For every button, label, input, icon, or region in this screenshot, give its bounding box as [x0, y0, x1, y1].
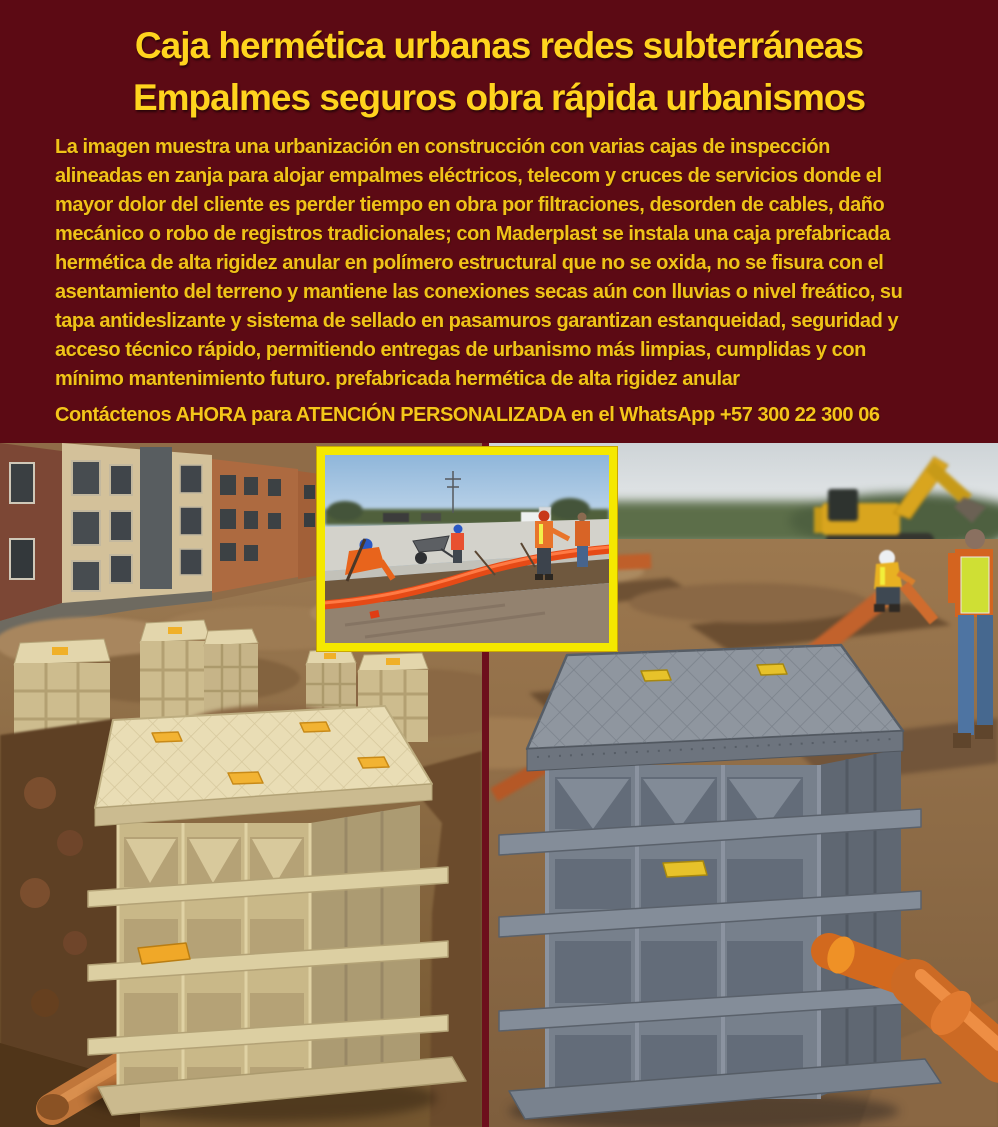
yellow-handle: [663, 861, 707, 877]
body-line: hermética de alta rigidez anular en polímero estructural que no se oxida, no se fisura con el: [55, 252, 884, 274]
body-line: mínimo mantenimiento futuro. prefabricada hermética de alta rigidez anular: [55, 368, 740, 390]
header-panel: [0, 0, 998, 443]
whatsapp-contact-line[interactable]: Contáctenos AHORA para ATENCIÓN PERSONALIZADA en el WhatsApp +57 300 22 300 06: [55, 404, 880, 426]
body-line: alineadas en zanja para alojar empalmes eléctricos, telecom y cruces de servicios donde el: [55, 165, 882, 187]
title-line-1: Caja hermética urbanas redes subterráneas: [134, 25, 864, 66]
body-line: La imagen muestra una urbanización en construcción con varias cajas de inspección: [55, 136, 830, 158]
body-line: acceso técnico rápido, permitiendo entregas de urbanismo más limpias, cumplidas y con: [55, 339, 866, 361]
body-line: mayor dolor del cliente es perder tiempo en obra por filtraciones, desorden de cables, daño: [55, 194, 885, 216]
photo-strip: [0, 443, 998, 1127]
body-line: mecánico o robo de registros tradicionales; con Maderplast se instala una caja prefabricada: [55, 223, 890, 245]
body-line: tapa antideslizante y sistema de sellado en pasamuros garantizan estanqueidad, seguridad y: [55, 310, 899, 332]
inset-photo: [317, 447, 617, 651]
gray-inspection-box: [499, 645, 941, 1127]
page-title: [0, 0, 998, 124]
body-line: asentamiento del terreno y mantiene las conexiones secas aún con lluvias o nivel freático, su: [55, 281, 903, 303]
beige-inspection-box: [87, 706, 466, 1122]
body-text: [55, 133, 946, 430]
title-line-2: Empalmes seguros obra rápida urbanismos: [132, 77, 866, 118]
